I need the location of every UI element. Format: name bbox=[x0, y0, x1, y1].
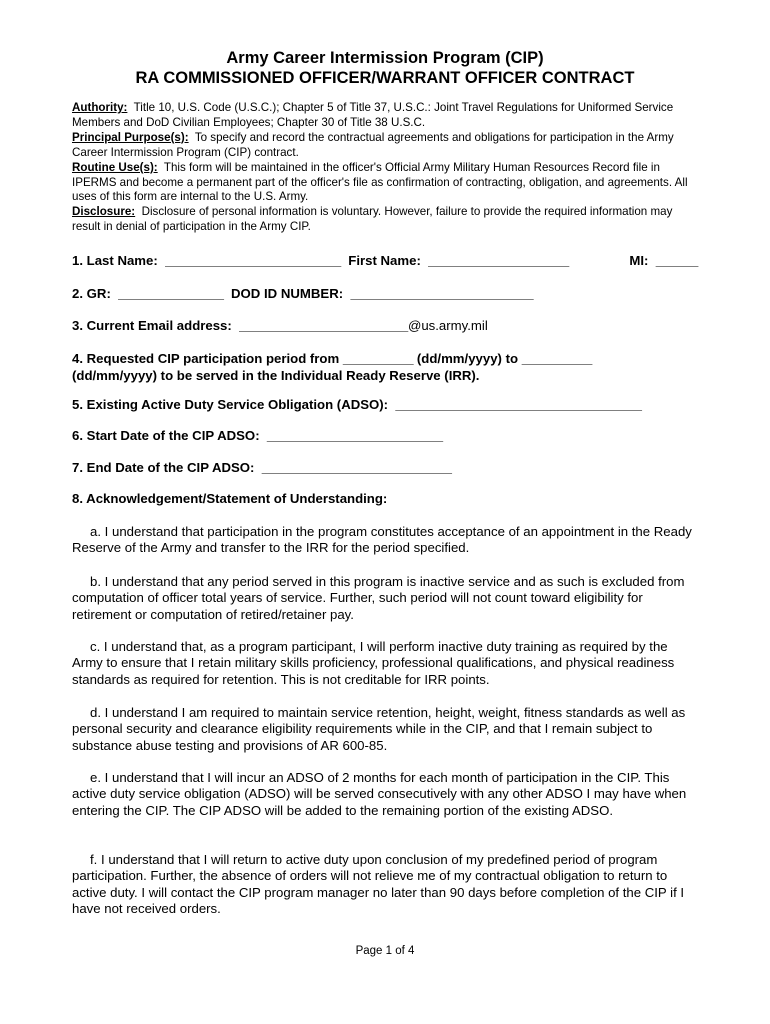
document-subtitle: RA COMMISSIONED OFFICER/WARRANT OFFICER CONTRACT bbox=[135, 69, 635, 87]
start-date-input[interactable]: _________________________ bbox=[266, 428, 443, 443]
privacy-act-statement bbox=[72, 101, 698, 235]
email-input[interactable]: ________________________ bbox=[239, 318, 408, 333]
email-label: 3. Current Email address: bbox=[72, 318, 232, 333]
end-date-label: 7. End Date of the CIP ADSO: bbox=[72, 460, 255, 475]
statement-e bbox=[72, 770, 698, 819]
field-row-end-date bbox=[72, 460, 698, 476]
statement-f-text: f. I understand that I will return to active duty upon conclusion of my predefined period of program participation. Further, the absence of orders will not relieve me of my contractual obligation to return to active duty. I will contact the CIP program manager no later than 90 days before completion of the CIP if I have not received orders. bbox=[72, 852, 685, 916]
email-domain: @us.army.mil bbox=[407, 318, 488, 333]
routine-use-paragraph bbox=[72, 161, 698, 206]
period-text-b: (dd/mm/yyyy) to bbox=[416, 351, 519, 366]
mi-input[interactable]: ______ bbox=[655, 253, 698, 268]
purpose-label: Principal Purpose(s): bbox=[72, 130, 189, 144]
dod-id-label: DOD ID NUMBER: bbox=[231, 286, 344, 301]
authority-label: Authority: bbox=[72, 101, 128, 114]
gr-input[interactable]: _______________ bbox=[118, 286, 224, 301]
mi-group bbox=[629, 253, 698, 269]
field-row-names bbox=[72, 253, 698, 269]
routine-use-label: Routine Use(s): bbox=[72, 160, 158, 174]
existing-adso-input[interactable]: ___________________________________ bbox=[395, 397, 642, 412]
disclosure-label: Disclosure: bbox=[72, 205, 136, 219]
statement-f bbox=[72, 852, 698, 917]
statement-c bbox=[72, 639, 698, 688]
start-date-label: 6. Start Date of the CIP ADSO: bbox=[72, 428, 260, 443]
statement-a bbox=[72, 524, 698, 557]
period-from-input[interactable]: __________ bbox=[342, 351, 414, 366]
authority-text: Title 10, U.S. Code (U.S.C.); Chapter 5 of Title 37, U.S.C.: Joint Travel Regulations for Uniformed Service Members and DoD Civilian Employees; Chapter 30 of Title 38 U.S.C. bbox=[72, 101, 674, 129]
purpose-paragraph bbox=[72, 131, 698, 161]
end-date-input[interactable]: ___________________________ bbox=[261, 460, 452, 475]
existing-adso-label: 5. Existing Active Duty Service Obligation (ADSO): bbox=[72, 397, 389, 412]
purpose-text: To specify and record the contractual agreements and obligations for participation in the Army Career Intermission Program (CIP) contract. bbox=[72, 130, 674, 159]
last-name-input[interactable]: _________________________ bbox=[165, 253, 341, 268]
field-row-adso bbox=[72, 397, 698, 413]
statement-b bbox=[72, 574, 698, 623]
acknowledgement-heading: 8. Acknowledgement/Statement of Understanding: bbox=[72, 491, 388, 506]
authority-paragraph bbox=[72, 101, 698, 131]
statement-b-text: b. I understand that any period served in this program is inactive service and as such is excluded from computation of officer total years of service. Further, such period will not count toward eligibility for retirement or computation of retired/retainer pay. bbox=[72, 574, 685, 622]
first-name-input[interactable]: ____________________ bbox=[428, 253, 569, 268]
statement-c-text: c. I understand that, as a program participant, I will perform inactive duty training as required by the Army to ensure that I retain military skills proficiency, professional qualifications, and physical readiness standards as required for retention. This is not creditable for IRR points. bbox=[72, 639, 675, 687]
disclosure-paragraph bbox=[72, 205, 698, 235]
period-text-a: 4. Requested CIP participation period from bbox=[72, 351, 340, 366]
dod-id-input[interactable]: __________________________ bbox=[350, 286, 534, 301]
mi-label: MI: bbox=[629, 253, 649, 268]
first-name-label: First Name: bbox=[348, 253, 421, 268]
statement-a-text: a. I understand that participation in the program constitutes acceptance of an appointment in the Ready Reserve of the Army and transfer to the IRR for the period specified. bbox=[72, 524, 692, 556]
page-number: Page 1 of 4 bbox=[355, 945, 415, 957]
period-to-input[interactable]: __________ bbox=[521, 351, 593, 366]
last-name-label: 1. Last Name: bbox=[72, 253, 158, 268]
statement-d bbox=[72, 705, 698, 754]
routine-use-text: This form will be maintained in the officer's Official Army Military Human Resources Record file in IPERMS and become a permanent part of the officer's file as confirmation of contracting, obligation, and agreements. All uses of this form are internal to the U.S. Army. bbox=[72, 160, 688, 204]
disclosure-text: Disclosure of personal information is voluntary. However, failure to provide the required information may result in denial of participation in the Army CIP. bbox=[72, 205, 673, 234]
field-row-start-date bbox=[72, 428, 698, 444]
gr-label: 2. GR: bbox=[72, 286, 111, 301]
field-row-period bbox=[72, 351, 698, 384]
field-row-grade bbox=[72, 286, 698, 302]
field-row-email bbox=[72, 318, 698, 334]
statement-d-text: d. I understand I am required to maintain service retention, height, weight, fitness standards as well as personal security and clearance eligibility requirements while in the CIP, and that I remain subject to substance abuse testing and provisions of AR 600-85. bbox=[72, 705, 686, 753]
period-text-c: (dd/mm/yyyy) to be served in the Individual Ready Reserve (IRR). bbox=[72, 367, 480, 383]
statement-e-text: e. I understand that I will incur an ADSO of 2 months for each month of participation in the CIP. This active duty service obligation (ADSO) will be served consecutively with any other ADSO I may have when entering the CIP. The CIP ADSO will be added to the remaining portion of the existing ADSO. bbox=[72, 770, 687, 818]
document-title: Army Career Intermission Program (CIP) bbox=[226, 49, 544, 67]
